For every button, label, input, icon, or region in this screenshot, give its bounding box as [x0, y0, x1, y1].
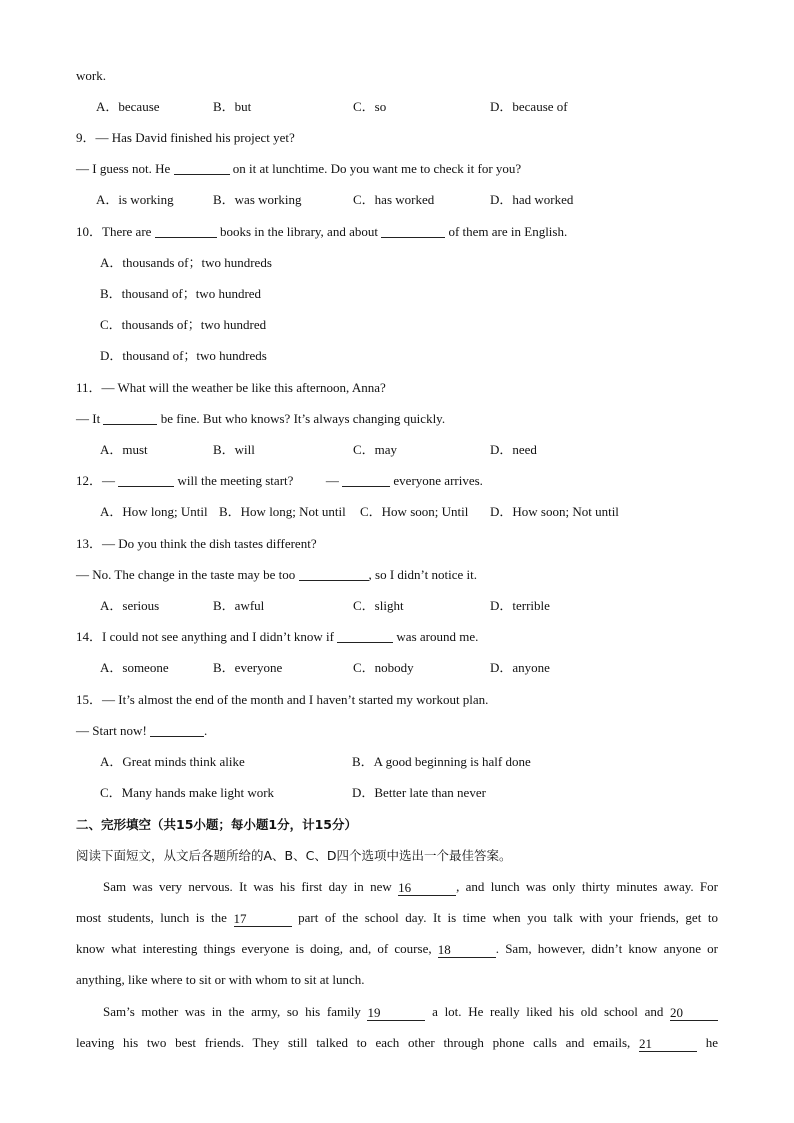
q15-option-a[interactable]: A．Great minds think alike [100, 754, 245, 769]
q13-blank [299, 566, 369, 581]
q9-stem [76, 128, 718, 148]
q9-reply-end: on it at lunchtime. Do you want me to check it for you? [232, 161, 522, 176]
q15-stem-text: 15．— It’s almost the end of the month and I haven’t started my workout plan. [76, 692, 489, 707]
q13-reply [76, 565, 718, 585]
q11-reply-end: be fine. But who knows? It’s always changing quickly. [160, 411, 446, 426]
q9-option-d[interactable]: D．had worked [490, 192, 574, 207]
q10-option-c[interactable]: C．thousands of；two hundred [100, 317, 267, 332]
q10-option-b-row [76, 284, 718, 304]
q15-options-row-1 [76, 752, 718, 772]
q8-tail-text: work. [76, 68, 106, 83]
q14-stem-end: was around me. [396, 629, 479, 644]
q14-option-d[interactable]: D．anyone [490, 660, 550, 675]
passage-text: Sam’s mother was in the army, so his family [103, 1004, 361, 1019]
q12-stem [76, 471, 718, 491]
q12-stem-middle: will the meeting start? [177, 473, 294, 488]
q8-option-d[interactable]: D．because of [490, 99, 568, 114]
q11-stem [76, 378, 718, 398]
q11-stem-text: 11．— What will the weather be like this afternoon, Anna? [76, 380, 386, 395]
passage-text: Sam was very nervous. It was his first day in new [103, 879, 392, 894]
q15-reply-end: . [204, 723, 208, 738]
q15-blank [150, 722, 204, 737]
q14-stem-start: 14．I could not see anything and I didn’t know if [76, 629, 334, 644]
q11-reply-start: — It [76, 411, 101, 426]
q12-stem-end: everyone arrives. [393, 473, 483, 488]
q12-option-d[interactable]: D．How soon; Not until [490, 504, 619, 519]
passage-line-6 [76, 1033, 718, 1053]
q8-option-c[interactable]: C．so [353, 99, 387, 114]
q13-option-c[interactable]: C．slight [353, 598, 404, 613]
q10-option-b[interactable]: B．thousand of；two hundred [100, 286, 262, 301]
q11-blank [103, 410, 157, 425]
passage-text: anything, like where to sit or with whom to sit at lunch. [76, 972, 365, 987]
section-instruction [76, 846, 718, 866]
q9-option-c[interactable]: C．has worked [353, 192, 435, 207]
q10-option-a-row [76, 253, 718, 273]
q13-option-b[interactable]: B．awful [213, 598, 265, 613]
q9-reply-start: — I guess not. He [76, 161, 171, 176]
cloze-blank-21[interactable]: 21 [639, 1036, 697, 1052]
q15-reply [76, 721, 718, 741]
passage-line-3 [76, 939, 718, 959]
q12-options [76, 502, 718, 522]
q13-stem-text: 13．— Do you think the dish tastes different? [76, 536, 317, 551]
passage-line-5 [103, 1002, 718, 1022]
passage-text: a lot. He really liked his old school and [432, 1004, 664, 1019]
q13-reply-end: , so I didn’t notice it. [368, 567, 477, 582]
q10-stem-end: of them are in English. [448, 224, 568, 239]
q11-option-a[interactable]: A．must [100, 442, 148, 457]
q12-blank-2 [342, 472, 390, 487]
passage-text: leaving his two best friends. They still talked to each other through phone calls and emails, [76, 1035, 631, 1050]
q13-options [76, 596, 718, 616]
q8-options [76, 97, 718, 117]
q10-option-a[interactable]: A．thousands of；two hundreds [100, 255, 272, 270]
q9-reply [76, 159, 718, 179]
q8-option-a[interactable]: A．because [96, 99, 160, 114]
q15-option-c[interactable]: C．Many hands make light work [100, 785, 275, 800]
passage-line-2 [76, 908, 718, 928]
q8-option-b[interactable]: B．but [213, 99, 252, 114]
passage-text: most students, lunch is the [76, 910, 227, 925]
q11-option-c[interactable]: C．may [353, 442, 398, 457]
q9-options [76, 190, 718, 210]
q10-stem-middle: books in the library, and about [219, 224, 378, 239]
passage-text: he [705, 1035, 719, 1050]
cloze-blank-19[interactable]: 19 [367, 1005, 425, 1021]
q13-reply-start: — No. The change in the taste may be too [76, 567, 296, 582]
q12-stem-start: 12．— [76, 473, 116, 488]
q9-blank [174, 160, 230, 175]
q10-blank-1 [155, 223, 217, 238]
q12-option-c[interactable]: C．How soon; Until [360, 504, 469, 519]
q9-stem-text: 9．— Has David finished his project yet? [76, 130, 295, 145]
q15-option-d[interactable]: D．Better late than never [352, 785, 486, 800]
q13-stem [76, 534, 718, 554]
q13-option-a[interactable]: A．serious [100, 598, 160, 613]
q12-blank-1 [118, 472, 174, 487]
q9-option-b[interactable]: B．was working [213, 192, 302, 207]
section-instruction-text: 阅读下面短文，从文后各题所给的A、B、C、D四个选项中选出一个最佳答案。 [76, 848, 512, 863]
q15-reply-start: — Start now! [76, 723, 147, 738]
passage-line-4 [76, 970, 718, 990]
q9-option-a[interactable]: A．is working [96, 192, 174, 207]
q10-blank-2 [381, 223, 445, 238]
cloze-blank-18[interactable]: 18 [438, 942, 496, 958]
q14-option-a[interactable]: A．someone [100, 660, 169, 675]
q15-stem [76, 690, 718, 710]
q10-option-d-row [76, 346, 718, 366]
q14-option-b[interactable]: B．everyone [213, 660, 283, 675]
q15-options-row-2 [76, 783, 718, 803]
passage-text: know what interesting things everyone is doing, and, of course, [76, 941, 432, 956]
passage-line-1 [103, 877, 718, 897]
q14-stem [76, 627, 718, 647]
q11-reply [76, 409, 718, 429]
cloze-blank-17[interactable]: 17 [234, 911, 292, 927]
cloze-blank-16[interactable]: 16 [398, 880, 456, 896]
q14-blank [337, 628, 393, 643]
cloze-blank-20[interactable]: 20 [670, 1005, 718, 1021]
q11-option-d[interactable]: D．need [490, 442, 537, 457]
q12-option-b[interactable]: B．How long; Not until [219, 504, 346, 519]
section-heading [76, 815, 718, 835]
q11-options [76, 440, 718, 460]
q8-tail [76, 66, 718, 86]
section-heading-text: 二、完形填空（共15小题；每小题1分，计15分） [76, 817, 357, 832]
q10-option-d[interactable]: D．thousand of；two hundreds [100, 348, 267, 363]
q15-option-b[interactable]: B．A good beginning is half done [352, 754, 531, 769]
q14-option-c[interactable]: C．nobody [353, 660, 414, 675]
q10-stem [76, 222, 718, 242]
passage-text: . Sam, however, didn’t know anyone or [495, 941, 719, 956]
q13-option-d[interactable]: D．terrible [490, 598, 550, 613]
q12-stem-dash: — [325, 473, 339, 488]
q14-options [76, 658, 718, 678]
q10-option-c-row [76, 315, 718, 335]
passage-text: part of the school day. It is time when you talk with your friends, get to [298, 910, 719, 925]
q11-option-b[interactable]: B．will [213, 442, 255, 457]
q10-stem-start: 10．There are [76, 224, 152, 239]
q12-option-a[interactable]: A．How long; Until [100, 504, 208, 519]
passage-text: , and lunch was only thirty minutes away. For [456, 879, 718, 894]
